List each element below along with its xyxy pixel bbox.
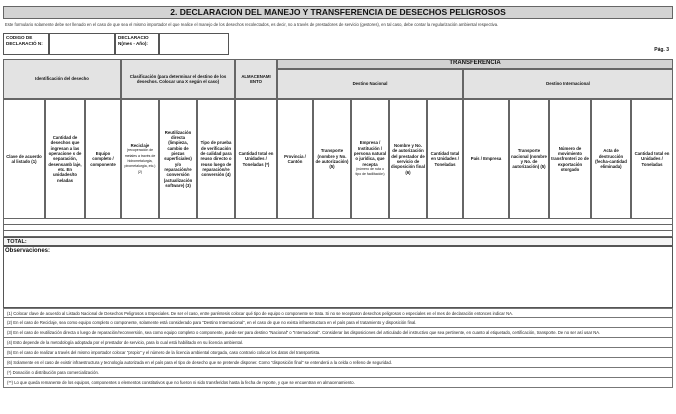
observaciones-label: Observaciones: [5, 248, 51, 254]
header-identificacion: Identificación del desecho [3, 59, 121, 99]
form-intro: Este formulario solamente debe ser llenado en el caso de que sea el mismo importador el que realice el manejo de los desechos recolectados, es decir, no a través de prestadores de servicio (gestores), en tal caso, debe contar la regularización ambiental respectiva. [5, 22, 499, 27]
codigo-declaracion-label: CODIGO DE DECLARACIÓ N: [3, 33, 49, 55]
col-cantidad-almacenamiento: Cantidad total en Unidades / Toneladas (*) [235, 99, 277, 219]
form-page [3, 3, 673, 408]
col-acta-destruccion: Acta de destrucción (fecha-cantidad eliminada) [591, 99, 631, 219]
form-title: 2. DECLARACION DEL MANEJO Y TRANSFERENCIA DE DESECHOS PELIGROSOS [3, 6, 673, 19]
footnotes [3, 308, 673, 388]
col-reciclaje-note: (recuperación de metales a través de hidrometalurgia, pirometalurgia, etc.) (2) [124, 148, 156, 174]
codigo-declaracion-field[interactable] [49, 33, 115, 55]
footnote-3: (3) En el caso de reutilización directa o luego de reparación/reconversión, sea como equipo completo o componente, puede ser para destino "Nacional" o "Internacional". Considerar las disposiciones del articulado del instructivo que sea pertinente, en cuanto al etiquetado, certificación, transporte. De no ser así usar NA. [3, 328, 673, 338]
col-prestador-servicio: Nombre y No. de autorización del prestador de servicio de disposición final (6) [389, 99, 427, 219]
col-empresa-recepta-label: Empresa / Institución / persona natural o jurídica, que recepta [353, 140, 387, 167]
col-reutilizacion: Reutilización directa (limpieza, cambio de piezas superficiales) y/o reparación/re conversión (actualización software) (3) [159, 99, 197, 219]
col-transporte-internacional: Transporte nacional (nombre y No. de autorización) (5) [509, 99, 549, 219]
footnote-donacion: (*) Donación o distribución para comercialización. [3, 368, 673, 378]
col-cantidad-internacional: Cantidad total en Unidades / Toneladas [631, 99, 673, 219]
col-empresa-recepta-note: (número de ruta o tipo de facilitación) [355, 166, 385, 177]
col-empresa-recepta [351, 99, 389, 219]
col-movimiento-transfronterizo: Número de movimiento transfronteri zo de exportación otorgado [549, 99, 591, 219]
footnote-6: (6) Solamente en el caso de existir infraestructura y tecnología autorizada en el país para el tipo de desecho que se pretende disponer. Como "disposición final" se entenderá a la celda o relleno de seguridad. [3, 358, 673, 368]
footnote-remanente: (**) Lo que queda remanente de los equipos, componentes o elementos constitutivos que no fueron ni sido transferidos hasta la fecha de reporte, y que se encuentran en almacenamiento. [3, 378, 673, 388]
col-cantidad-nacional: Cantidad total en Unidades / Toneladas [427, 99, 463, 219]
header-destino-internacional: Destino Internacional [463, 69, 673, 99]
col-prueba-verificacion: Tipo de prueba de verificación de calidad para reuso directo o reuso luego de reparación/re conversión (4) [197, 99, 235, 219]
declaration-table [3, 59, 673, 237]
footnote-5: (5) En el caso de realizar a través del mismo importador colocar "propio" y el número de la licencia ambiental otorgada, caso contrario colocar los datos del transportista. [3, 348, 673, 358]
header-clasificacion: Clasificación (para determinar el destino de los desechos. Colocar una X según el caso) [121, 59, 235, 99]
declaracion-periodo-label: DECLARACIO N(mes - Año): [115, 33, 159, 55]
col-provincia-canton: Provincia / Cantón [277, 99, 313, 219]
observaciones-box[interactable] [3, 246, 673, 308]
total-row: TOTAL: [3, 237, 673, 246]
header-destino-nacional: Destino Nacional [277, 69, 463, 99]
header-transferencia: TRANSFERENCIA [277, 59, 673, 69]
footnote-1: (1) Colocar clave de acuerdo al Listado Nacional de Desechos Peligrosos o Especiales. De ser el caso, entre paréntesis colocar qué tipo de equipo o componente se trata. Si no se receptaron desechos peligrosos o especiales en el mes de declaración entonces indicar NA. [3, 308, 673, 318]
col-transporte-nacional: Transporte (nombre y No. de autorización) (5) [313, 99, 351, 219]
header-almacenamiento: ALMACENAMI ENTO [235, 59, 277, 99]
col-equipo-componente: Equipo completo / componente [85, 99, 121, 219]
col-reciclaje [121, 99, 159, 219]
col-pais-empresa: País / Empresa [463, 99, 509, 219]
footnote-2: (2) En el caso de Reciclaje, sea como equipo completo o componente, solamente está considerado para "Destino Internacional", en el caso de que no exista infraestructura en el país para el tratamiento y disposición final. [3, 318, 673, 328]
col-clave: Clave de acuerdo al listado (1) [3, 99, 45, 219]
declaracion-periodo-field[interactable] [159, 33, 229, 55]
page-number: Pág. 3 [654, 47, 669, 53]
col-cantidad-desechos: Cantidad de desechos que ingresan a las operacione s de separación, desensamb laje, etc. En unidades/to neladas [45, 99, 85, 219]
footnote-4: (4) Esto depende de la metodología adoptada por el prestador de servicio, para lo cual está habilitado en su licencia ambiental. [3, 338, 673, 348]
col-reciclaje-label: Reciclaje [130, 143, 150, 149]
